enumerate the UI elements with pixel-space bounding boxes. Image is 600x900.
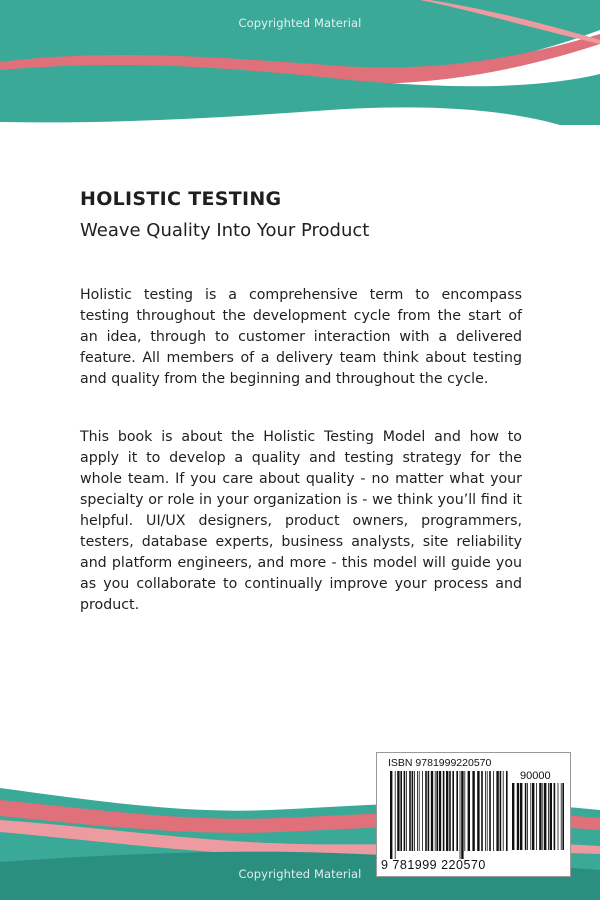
- barcode-bar: [395, 771, 396, 859]
- barcode-bar: [548, 783, 549, 850]
- barcode-bar: [550, 783, 552, 850]
- barcode-bar: [390, 771, 392, 859]
- barcode-bar: [503, 771, 504, 851]
- barcode-bar: [456, 771, 458, 851]
- price-code: 90000: [520, 770, 551, 782]
- barcode-bar: [417, 771, 418, 851]
- barcode-bar: [446, 771, 448, 851]
- barcode-bar: [558, 783, 559, 850]
- watermark-top: Copyrighted Material: [238, 16, 362, 30]
- barcode-bar: [542, 783, 543, 850]
- barcode-bar: [530, 783, 531, 850]
- book-title: HOLISTIC TESTING: [80, 188, 282, 210]
- barcode-bar: [487, 771, 488, 851]
- barcode-bar: [527, 783, 528, 850]
- barcode-bar: [536, 783, 537, 850]
- barcode-bar: [520, 783, 522, 850]
- barcode-bar: [431, 771, 433, 851]
- barcode-bar: [422, 771, 423, 851]
- barcode-bar: [404, 771, 406, 851]
- barcode-bar: [439, 771, 441, 851]
- barcode-bar: [481, 771, 483, 851]
- barcode-bar: [436, 771, 438, 851]
- barcode-bar: [461, 771, 463, 859]
- isbn-barcode-bars: [390, 771, 510, 859]
- barcode-bar: [443, 771, 445, 851]
- barcode-bar: [419, 771, 420, 851]
- barcode-bar: [409, 771, 411, 851]
- barcode-bar: [412, 771, 414, 851]
- description-paragraph-2: This book is about the Holistic Testing Model and how to apply it to develop a quality and testing strategy for the whole team. If you care about quality - no matter what your specialty or role in your organization is - we think you’ll find it helpful. UI/UX designers, product owners, programmers, testers, database experts, business analysts, site reliability and platform engineers, and more - this model will guide you as you collaborate to continually improve your process and product.: [80, 429, 522, 613]
- isbn-digits: 9 781999 220570: [381, 858, 486, 872]
- barcode-bar: [400, 771, 402, 851]
- barcode-bar: [561, 783, 562, 850]
- isbn-label: ISBN 9781999220570: [388, 757, 492, 769]
- barcode-bar: [397, 771, 399, 851]
- barcode-bar: [525, 783, 527, 850]
- description-paragraph-1: Holistic testing is a comprehensive term to encompass testing throughout the development cycle from the start of an idea, through to customer interaction with a delivered feature. All members of a delivery team think about testing and quality from the beginning and throughout the cycle.: [80, 287, 522, 387]
- barcode-bar: [406, 771, 407, 851]
- barcode-bar: [539, 783, 541, 850]
- price-barcode-bars: [512, 783, 564, 858]
- barcode-bar: [449, 771, 451, 851]
- barcode-bar: [512, 783, 514, 850]
- barcode-bar: [460, 771, 461, 859]
- barcode-bar: [489, 771, 491, 851]
- barcode-bar: [544, 783, 546, 850]
- barcode-bar: [496, 771, 498, 851]
- barcode-bar: [414, 771, 415, 851]
- barcode-bar: [506, 771, 508, 851]
- barcode-bar: [472, 771, 474, 851]
- barcode-bar: [464, 771, 465, 851]
- barcode-bar: [532, 783, 534, 850]
- barcode-bar: [500, 771, 502, 851]
- barcode-bar: [554, 783, 556, 850]
- barcode-bar: [428, 771, 430, 851]
- book-subtitle: Weave Quality Into Your Product: [80, 220, 370, 241]
- barcode-bar: [425, 771, 427, 851]
- barcode-bar: [493, 771, 494, 851]
- barcode-bar: [468, 771, 470, 851]
- barcode-bar: [517, 783, 519, 850]
- barcode-bar: [562, 783, 564, 850]
- barcode-bar: [435, 771, 436, 851]
- barcode-bar: [485, 771, 486, 851]
- barcode-bar: [477, 771, 479, 851]
- barcode-bar: [452, 771, 454, 851]
- watermark-bottom: Copyrighted Material: [238, 867, 362, 881]
